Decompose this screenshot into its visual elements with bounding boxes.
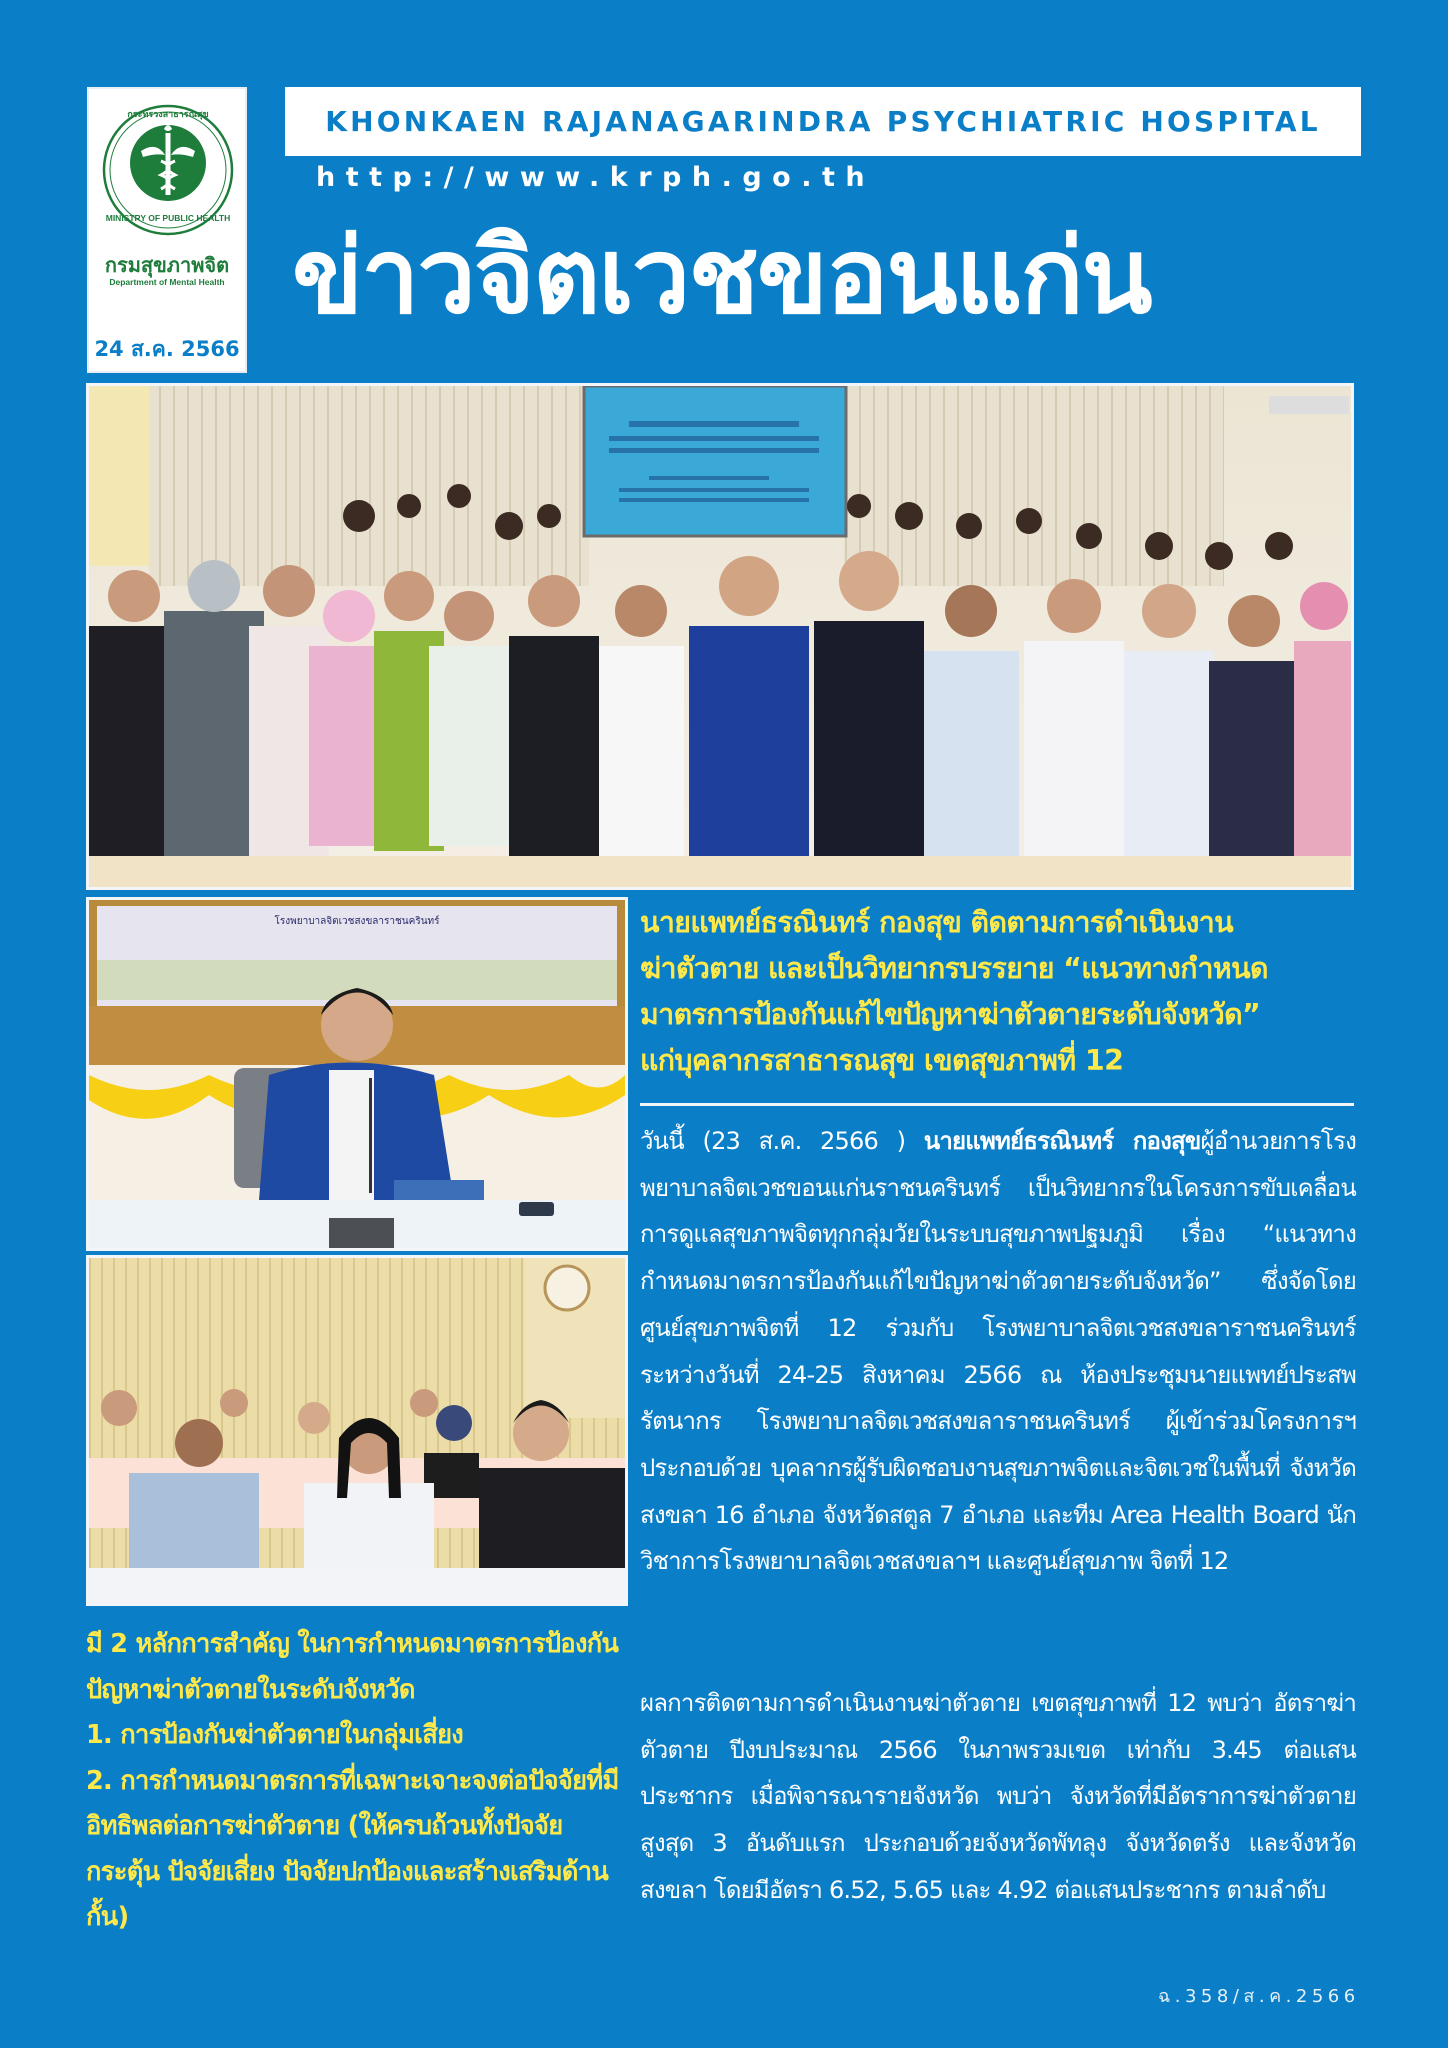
- audience-photo: [86, 1255, 628, 1606]
- key-principle-item: 1. การป้องกันฆ่าตัวตายในกลุ่มเสี่ยง: [86, 1720, 464, 1750]
- paragraph-date-prefix: วันนี้ (23 ส.ค. 2566 ): [640, 1127, 924, 1155]
- key-principles: [86, 1622, 634, 1941]
- issue-date: 24 ส.ค. 2566: [94, 337, 240, 361]
- director-name: นายแพทย์ธรณินทร์ กองสุข: [923, 1127, 1201, 1155]
- group-photo-image: [89, 386, 1351, 887]
- headline-line: นายแพทย์ธรณินทร์ กองสุข ติดตามการดำเนินงาน: [640, 906, 1234, 939]
- svg-text:โรงพยาบาลจิตเวชสงขลาราชนครินทร: โรงพยาบาลจิตเวชสงขลาราชนครินทร์: [274, 916, 440, 927]
- hospital-name-bar: [285, 87, 1361, 156]
- headline-line: แก่บุคลากรสาธารณสุข เขตสุขภาพที่ 12: [640, 1044, 1124, 1077]
- article-headline: [640, 900, 1360, 1084]
- svg-text:MINISTRY OF PUBLIC HEALTH: MINISTRY OF PUBLIC HEALTH: [105, 213, 231, 223]
- key-principle-item: 2. การกำหนดมาตรการที่เฉพาะเจาะจงต่อปัจจัยที่มีอิทธิพลต่อการฆ่าตัวตาย (ให้ครบถ้วนทั้งปัจจัยกระตุ้น ปัจจัยเสี่ยง ปัจจัยปกป้องและสร้างเสริมด้านกั้น): [86, 1765, 619, 1932]
- paragraph-1-body: ผู้อำนวยการโรงพยาบาลจิตเวชขอนแก่นราชนครินทร์ เป็นวิทยากรในโครงการขับเคลื่อนการดูแลสุขภาพจิตทุกกลุ่มวัยในระบบสุขภาพปฐมภูมิ เรื่อง “แนวทางกำหนดมาตรการป้องกันแก้ไขปัญหาฆ่าตัวตายระดับจังหวัด” ซึ่งจัดโดย ศูนย์สุขภาพจิตที่ 12 ร่วมกับ โรงพยาบาลจิตเวชสงขลาราชนครินทร์ ระหว่างวันที่ 24-25 สิงหาคม 2566 ณ ห้องประชุมนายแพทย์ประสพรัตนากร โรงพยาบาลจิตเวชสงขลาราชนครินทร์ ผู้เข้าร่วมโครงการฯ ประกอบด้วย บุคลากรผู้รับผิดชอบงานสุขภาพจิตและจิตเวชในพื้นที่ จังหวัดสงขลา 16 อำเภอ จังหวัดสตูล 7 อำเภอ และทีม Area Health Board นักวิชาการโรงพยาบาลจิตเวชสงขลาฯ และศูนย์สุขภาพ จิตที่ 12: [640, 1127, 1356, 1576]
- group-photo: [86, 383, 1354, 890]
- issue-code: ฉ.358/ส.ค.2566: [1158, 1986, 1360, 2007]
- speaker-photo-image: [89, 900, 625, 1248]
- department-name-thai: กรมสุขภาพจิต: [104, 253, 230, 277]
- headline-line: ฆ่าตัวตาย และเป็นวิทยากรบรรยาย “แนวทางกำหนด: [640, 952, 1268, 985]
- newsletter-masthead: ข่าวจิตเวชขอนแก่น: [292, 215, 1151, 337]
- svg-text:กระทรวงสาธารณสุข: กระทรวงสาธารณสุข: [127, 110, 209, 120]
- audience-photo-image: [89, 1258, 625, 1603]
- key-principles-intro: มี 2 หลักการสำคัญ ในการกำหนดมาตรการป้องกันปัญหาฆ่าตัวตายในระดับจังหวัด: [86, 1629, 619, 1705]
- website-url[interactable]: http://www.krph.go.th: [316, 162, 876, 193]
- hospital-name: KHONKAEN RAJANAGARINDRA PSYCHIATRIC HOSPITAL: [325, 105, 1321, 138]
- article-paragraph-1: [640, 1118, 1356, 1585]
- headline-divider: [640, 1103, 1354, 1106]
- speaker-photo: [86, 897, 628, 1251]
- article-paragraph-2: ผลการติดตามการดำเนินงานฆ่าตัวตาย เขตสุขภาพที่ 12 พบว่า อัตราฆ่าตัวตาย ปีงบประมาณ 2566 ในภาพรวมเขต เท่ากับ 3.45 ต่อแสนประชากร เมื่อพิจารณารายจังหวัด พบว่า จังหวัดที่มีอัตราการฆ่าตัวตายสูงสุด 3 อันดับแรก ประกอบด้วยจังหวัดพัทลุง จังหวัดตรัง และจังหวัดสงขลา โดยมีอัตรา 6.52, 5.65 และ 4.92 ต่อแสนประชากร ตามลำดับ: [640, 1689, 1356, 1904]
- ministry-seal-icon: [101, 103, 235, 237]
- headline-line: มาตรการป้องกันแก้ไขปัญหาฆ่าตัวตายระดับจังหวัด”: [640, 998, 1261, 1031]
- department-name-english: Department of Mental Health: [109, 277, 225, 287]
- department-logo-box: [87, 87, 247, 373]
